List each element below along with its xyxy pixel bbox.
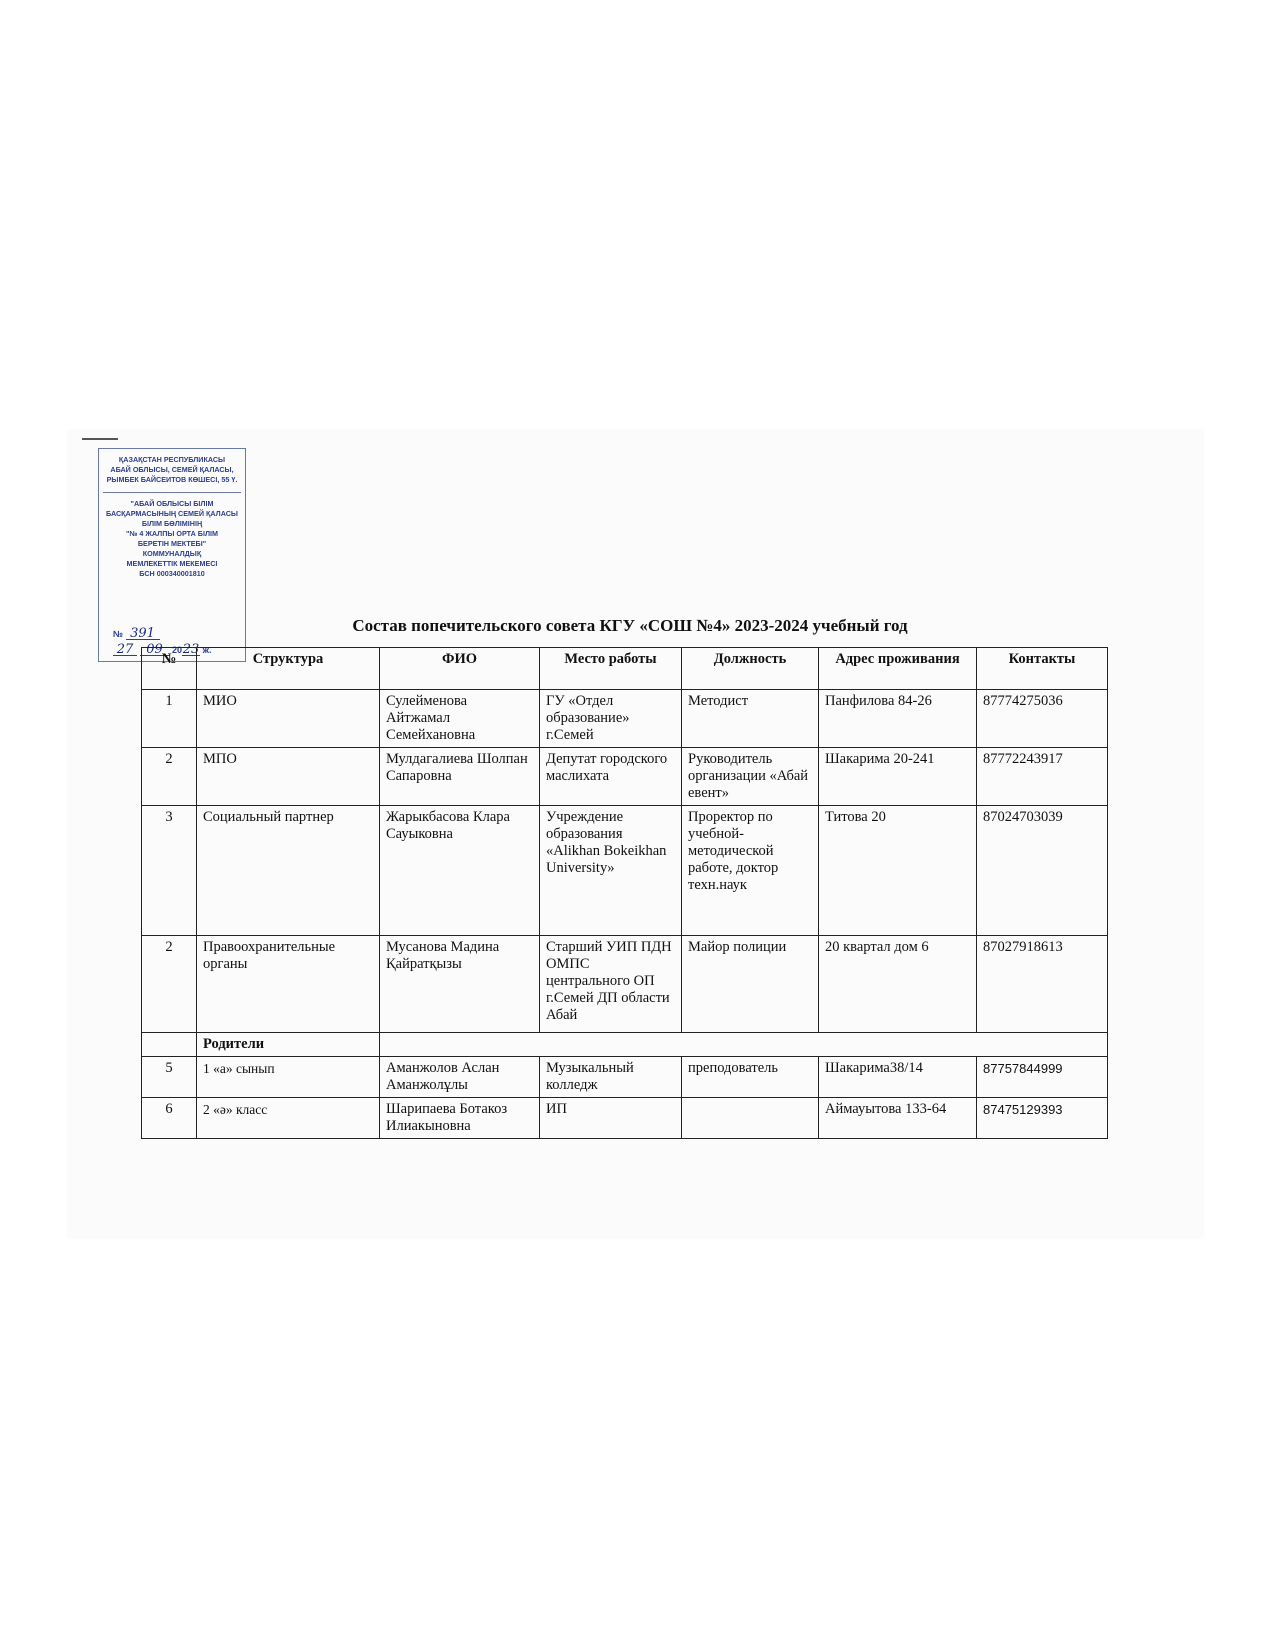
header-number: № (142, 648, 197, 690)
stamp-date-year-suffix: 23 (182, 642, 200, 657)
stamp-top-block (99, 449, 245, 485)
cell-workplace: ИП (540, 1098, 682, 1139)
cell-workplace: Учреждение образования «Alikhan Bokeikhan University» (540, 806, 682, 936)
header-workplace: Место работы (540, 648, 682, 690)
cell-contact: 87774275036 (977, 690, 1108, 748)
cell-structure: 2 «ә» класс (197, 1098, 380, 1139)
cell-contact: 87024703039 (977, 806, 1108, 936)
official-stamp (98, 448, 246, 662)
stamp-bottom-block (99, 499, 245, 579)
cell-number: 2 (142, 936, 197, 1033)
stamp-line: ҚАЗАҚСТАН РЕСПУБЛИКАСЫ (118, 455, 226, 464)
cell-address: Аймауытова 133-64 (819, 1098, 977, 1139)
cell-number: 2 (142, 748, 197, 806)
stamp-date-year-prefix: 20 (172, 645, 183, 655)
cell-position: преподователь (682, 1057, 819, 1098)
table-row (142, 748, 1108, 806)
stamp-line: БІЛІМ БӨЛІМІНІҢ (141, 519, 203, 528)
section-label: Родители (197, 1033, 380, 1057)
cell-address: Шакарима 20-241 (819, 748, 977, 806)
table-header-row (142, 648, 1108, 690)
header-name: ФИО (380, 648, 540, 690)
header-address: Адрес проживания (819, 648, 977, 690)
header-contacts: Контакты (977, 648, 1108, 690)
stamp-separator (103, 492, 241, 493)
cell-name: Аманжолов Аслан Аманжолұлы (380, 1057, 540, 1098)
cell-position: Методист (682, 690, 819, 748)
stamp-line: РЫМБЕК БАЙСЕИТОВ КӨШЕСІ, 55 Ү. (106, 475, 238, 484)
table-row (142, 690, 1108, 748)
header-structure: Структура (197, 648, 380, 690)
stamp-line: АБАЙ ОБЛЫСЫ, СЕМЕЙ ҚАЛАСЫ, (110, 465, 234, 474)
cell-number: 1 (142, 690, 197, 748)
cell-workplace: ГУ «Отдел образование» г.Семей (540, 690, 682, 748)
stamp-line: БЕРЕТІН МЕКТЕБІ" (137, 539, 207, 548)
cell-number: 6 (142, 1098, 197, 1139)
cell-position: Руководитель организации «Абай евент» (682, 748, 819, 806)
cell-address: Панфилова 84-26 (819, 690, 977, 748)
table-row (142, 1098, 1108, 1139)
stamp-line: "АБАЙ ОБЛЫСЫ БІЛІМ (130, 499, 214, 508)
stamp-line: БАСҚАРМАСЫНЫҢ СЕМЕЙ ҚАЛАСЫ (106, 509, 238, 518)
cell-structure: 1 «а» сынып (197, 1057, 380, 1098)
stamp-date-day: 27 (113, 645, 137, 656)
stamp-line: КОММУНАЛДЫҚ (142, 549, 202, 558)
cell-address: Шакарима38/14 (819, 1057, 977, 1098)
cell-empty (142, 1033, 197, 1057)
cell-contact: 87772243917 (977, 748, 1108, 806)
cell-number: 5 (142, 1057, 197, 1098)
cell-contact: 87757844999 (977, 1057, 1108, 1098)
cell-workplace: Старший УИП ПДН ОМПС центрального ОП г.Семей ДП области Абай (540, 936, 682, 1033)
cell-workplace: Депутат городского маслихата (540, 748, 682, 806)
cell-position: Майор полиции (682, 936, 819, 1033)
table-row (142, 936, 1108, 1033)
stamp-date-suffix: ж. (202, 645, 212, 655)
table-row (142, 1057, 1108, 1098)
stamp-line: "№ 4 ЖАЛПЫ ОРТА БІЛІМ (125, 529, 219, 538)
stamp-date-month: 09 (140, 645, 170, 656)
cell-workplace: Музыкальный колледж (540, 1057, 682, 1098)
council-table (141, 642, 1108, 1139)
header-position: Должность (682, 648, 819, 690)
stamp-number-value: 391 (126, 629, 160, 640)
cell-name: Сулейменова Айтжамал Семейхановна (380, 690, 540, 748)
cell-contact: 87475129393 (977, 1098, 1108, 1139)
cell-position (682, 1098, 819, 1139)
document-title: Состав попечительского совета КГУ «СОШ №4» 2023-2024 учебный год (352, 616, 908, 635)
cell-empty (380, 1033, 1108, 1057)
cell-structure: МПО (197, 748, 380, 806)
cell-name: Жарыкбасова Клара Сауыковна (380, 806, 540, 936)
top-rule (82, 438, 118, 440)
section-row-parents (142, 1033, 1108, 1057)
cell-name: Шарипаева Ботакоз Илиакыновна (380, 1098, 540, 1139)
table-row (142, 806, 1108, 936)
stamp-number-row (113, 626, 160, 641)
cell-position: Проректор по учебной-методической работе, доктор техн.наук (682, 806, 819, 936)
stamp-line: МЕМЛЕКЕТТІК МЕКЕМЕСІ (126, 559, 218, 568)
cell-structure: Социальный партнер (197, 806, 380, 936)
cell-contact: 87027918613 (977, 936, 1108, 1033)
cell-number: 3 (142, 806, 197, 936)
cell-structure: Правоохранительные органы (197, 936, 380, 1033)
cell-name: Мусанова Мадина Қайратқызы (380, 936, 540, 1033)
cell-name: Мулдагалиева Шолпан Сапаровна (380, 748, 540, 806)
stamp-number-label: № (113, 629, 124, 639)
cell-address: Титова 20 (819, 806, 977, 936)
cell-structure: МИО (197, 690, 380, 748)
stamp-line: БСН 000340001810 (139, 569, 205, 578)
cell-address: 20 квартал дом 6 (819, 936, 977, 1033)
